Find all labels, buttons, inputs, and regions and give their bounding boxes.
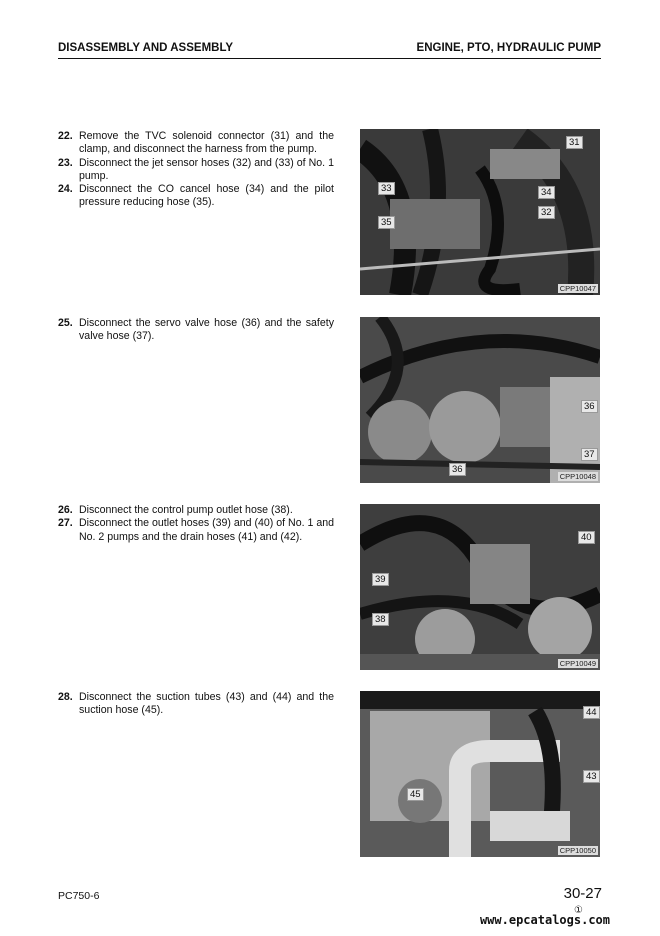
step-item	[58, 130, 334, 157]
photo-code: CPP10047	[559, 284, 596, 293]
photo-cpp10048	[360, 317, 600, 483]
steps-group-3	[58, 504, 334, 544]
step-item	[58, 691, 334, 718]
callout-label: 45	[407, 788, 424, 801]
revision-mark: ①	[574, 905, 583, 916]
callout-label: 31	[566, 136, 583, 149]
photo-drawing	[360, 504, 600, 670]
callout-label: 39	[372, 573, 389, 586]
step-text: Disconnect the jet sensor hoses (32) and (33) of No. 1 pump.	[79, 156, 334, 182]
photo-drawing	[360, 129, 600, 295]
photo-cpp10049	[360, 504, 600, 670]
step-number: 27.	[58, 517, 73, 530]
photo-code: CPP10049	[559, 659, 596, 668]
callout-label: 36	[449, 463, 466, 476]
step-number: 23.	[58, 156, 73, 169]
step-item	[58, 504, 334, 517]
steps-group-1	[58, 130, 334, 210]
photo-cpp10050	[360, 691, 600, 857]
callout-label: 33	[378, 182, 395, 195]
callout-label: 34	[538, 186, 555, 199]
step-number: 24.	[58, 183, 73, 196]
photo-code: CPP10050	[559, 846, 596, 855]
step-text: Remove the TVC solenoid connector (31) and the clamp, and disconnect the harness from the pump.	[79, 130, 334, 156]
step-number: 28.	[58, 691, 73, 703]
step-text: Disconnect the CO cancel hose (34) and the pilot pressure reducing hose (35).	[79, 183, 334, 209]
callout-label: 43	[583, 770, 600, 783]
page-number: 30-27	[563, 885, 602, 902]
step-text: Disconnect the control pump outlet hose (38).	[79, 504, 293, 516]
photo-code: CPP10048	[559, 472, 596, 481]
section-title: DISASSEMBLY AND ASSEMBLY	[58, 42, 234, 54]
model-number: PC750-6	[58, 890, 100, 902]
callout-label: 44	[583, 706, 600, 719]
steps-group-4	[58, 691, 334, 718]
callout-label: 38	[372, 613, 389, 626]
website-watermark: www.epcatalogs.com	[479, 913, 610, 927]
step-number: 26.	[58, 504, 73, 516]
step-item	[58, 517, 334, 544]
photo-cpp10047	[360, 129, 600, 295]
callout-label: 35	[378, 216, 395, 229]
page-header	[58, 40, 601, 59]
step-number: 25.	[58, 317, 73, 329]
chapter-title: ENGINE, PTO, HYDRAULIC PUMP	[416, 42, 601, 54]
steps-group-2	[58, 317, 334, 344]
step-text: Disconnect the servo valve hose (36) and the safety valve hose (37).	[79, 317, 334, 343]
callout-label: 40	[578, 531, 595, 544]
step-text: Disconnect the outlet hoses (39) and (40) of No. 1 and No. 2 pumps and the drain hoses (41) and (42).	[79, 517, 334, 543]
photo-drawing	[360, 317, 600, 483]
callout-label: 37	[581, 448, 598, 461]
step-number: 22.	[58, 130, 73, 142]
step-item	[58, 157, 334, 184]
step-text: Disconnect the suction tubes (43) and (44) and the suction hose (45).	[79, 691, 334, 717]
callout-label: 32	[538, 206, 555, 219]
step-item	[58, 183, 334, 210]
step-item	[58, 317, 334, 344]
callout-label: 36	[581, 400, 598, 413]
photo-drawing	[360, 691, 600, 857]
